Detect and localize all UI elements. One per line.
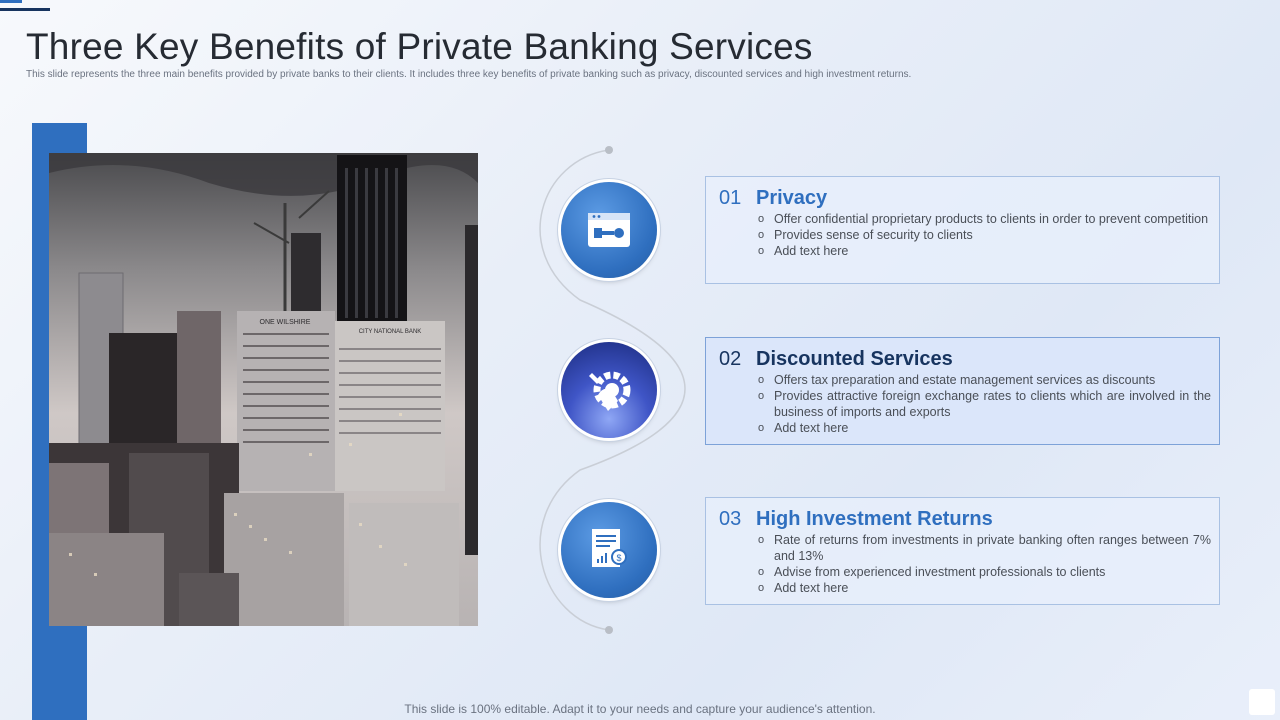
benefit-point: o Provides sense of security to clients: [756, 227, 1211, 243]
corner-widget[interactable]: [1249, 689, 1275, 715]
investment-icon-circle: [561, 502, 657, 598]
benefit-point: o Provides attractive foreign exchange rates to clients which are involved in the business of imports and exports: [756, 388, 1211, 420]
benefit-number: 02: [719, 348, 742, 370]
benefit-point: o Add text here: [756, 243, 1211, 259]
benefit-number: 01: [719, 187, 742, 209]
benefit-card-investment-returns: [705, 497, 1220, 605]
sign-one-wilshire: ONE WILSHIRE: [259, 319, 311, 326]
benefit-number: 03: [719, 508, 742, 530]
benefit-card-discounted-services: [705, 337, 1220, 445]
benefit-heading: Privacy: [756, 187, 828, 209]
discounted-services-icon-circle: [561, 342, 657, 438]
benefit-heading: Discounted Services: [756, 348, 953, 370]
benefit-point: o Advise from experienced investment professionals to clients: [756, 564, 1211, 580]
benefit-heading: High Investment Returns: [756, 508, 993, 530]
sign-city-national-bank: CITY NATIONAL BANK: [358, 329, 422, 335]
privacy-icon-circle: [561, 182, 657, 278]
benefit-point: o Add text here: [756, 580, 1211, 596]
key-icon: [586, 207, 632, 253]
report-icon: [588, 527, 630, 573]
benefit-point: o Offer confidential proprietary products to clients in order to prevent competition: [756, 211, 1211, 227]
gear-wrench-icon: [584, 365, 634, 415]
svg-text:$: $: [616, 553, 622, 563]
benefit-point: o Rate of returns from investments in private banking often ranges between 7% and 13%: [756, 532, 1211, 564]
benefit-point: o Add text here: [756, 420, 1211, 436]
benefit-point: o Offers tax preparation and estate management services as discounts: [756, 372, 1211, 388]
page-title: Three Key Benefits of Private Banking Services: [26, 26, 813, 67]
footer-note: This slide is 100% editable. Adapt it to your needs and capture your audience's attention.: [404, 702, 876, 716]
page-subtitle: This slide represents the three main benefits provided by private banks to their clients. It includes three key benefits of private banking such as privacy, discounted services and high investment returns.: [26, 69, 912, 80]
benefit-card-privacy: [705, 176, 1220, 284]
